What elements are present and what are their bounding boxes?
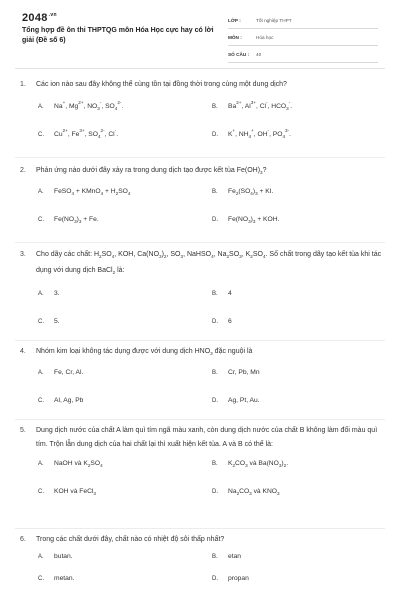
option-a[interactable]: A. Fe, Cr, Al. [38, 369, 84, 376]
option-d[interactable]: D. 6 [212, 318, 232, 325]
option-d[interactable]: D. K+, $NH_4^+$, OH-, $PO_4^{3-}$. [212, 128, 291, 139]
question-text: Trong các chất dưới đây, chất nào có nhiệt độ sôi thấp nhất? [36, 536, 225, 543]
question-number: 4. [20, 348, 26, 355]
question-text: Các ion nào sau đây không thể cùng tồn tại đồng thời trong cùng một dung dịch? [36, 81, 287, 88]
meta-value: 40 [256, 52, 262, 57]
option-c[interactable]: C. KOH và FeCl$_3$ [38, 488, 96, 496]
question-divider [15, 340, 385, 341]
question-5 [20, 424, 385, 514]
question-stem [20, 248, 385, 280]
option-a[interactable]: A. FeSO$_4$ + KMnO$_4$ + $H_2SO_4$ [38, 188, 131, 196]
question-text: Nhóm kim loại không tác dụng được với dung dịch $HNO_3$ đặc nguội là [36, 348, 253, 356]
options [20, 290, 385, 344]
question-3 [20, 248, 385, 344]
site-logo[interactable]: $2048^{.vn}$ [22, 12, 57, 24]
question-2 [20, 164, 385, 242]
options [20, 460, 385, 514]
option-c[interactable]: C. $Fe(NO_3)_3 + Fe$. [38, 216, 99, 224]
option-c[interactable]: C. 5. [38, 318, 60, 325]
question-divider [15, 242, 385, 243]
question-stem [20, 424, 385, 452]
option-d[interactable]: D. $Na_2CO_3$ và $KNO_3$ [212, 488, 280, 496]
meta-row-count [228, 48, 378, 63]
option-b[interactable]: B. $K_2CO_3$ và $Ba(NO_3)_2$. [212, 460, 289, 468]
meta-label: MÔN : [228, 35, 242, 40]
question-1 [20, 78, 385, 154]
option-c[interactable]: C. Al, Ag, Pb [38, 397, 84, 404]
question-text: Cho dãy các chất: $H_2SO_4$, KOH, $Ca(NO_3)_2$, $SO_3$, NaHSO$_4$, $Na_2SO_3$, $K_2SO_4$. Số chất trong dãy tạo kết tủa khi tác dụng với dung dịch BaCl$_2$ là: [36, 251, 382, 275]
question-4 [20, 345, 385, 423]
question-divider [15, 528, 385, 529]
option-d[interactable]: D. $Fe(NO_3)_3$ + KOH. [212, 216, 280, 224]
options [20, 369, 385, 423]
question-text: Phản ứng nào dưới đây xảy ra trong dung dịch tạo được kết tủa $Fe(OH)_3$? [36, 167, 267, 175]
meta-label: SỐ CÂU : [228, 52, 250, 57]
question-number: 5. [20, 427, 26, 434]
exam-meta [228, 14, 378, 65]
question-number: 1. [20, 81, 26, 88]
option-c[interactable]: C. $Cu^{2+}$, $Fe^{3+}$, $SO_4^{2-}$, Cl-. [38, 128, 119, 139]
question-divider [15, 157, 385, 158]
meta-row-grade [228, 14, 378, 29]
option-a[interactable]: A. butan. [38, 553, 73, 560]
meta-label: LỚP : [228, 18, 241, 23]
meta-value: Hóa học [256, 35, 274, 40]
page-header [0, 0, 400, 62]
meta-value: Tốt nghiệp THPT [256, 18, 292, 23]
option-a[interactable]: A. Na+, $Mg^{2+}$, $NO_3^-$, $SO_4^{2-}$. [38, 100, 124, 111]
option-b[interactable]: B. Cr, Pb, Mn [212, 369, 260, 376]
question-stem [20, 164, 385, 180]
header-divider [15, 68, 385, 69]
options [20, 100, 385, 154]
question-text: Dung dịch nước của chất A làm quì tím ngã màu xanh, còn dung dịch nước của chất B không làm đổi màu quì tím. Trộn lẫn dung dịch của hai chất lại thì xuất hiện kết tủa. A và B có thể là: [36, 427, 378, 448]
option-a[interactable]: A. NaOH và $K_2SO_4$ [38, 460, 103, 468]
option-b[interactable]: B. $Fe_2(SO_4)_3$ + KI. [212, 188, 274, 196]
option-c[interactable]: C. metan. [38, 575, 75, 582]
exam-title: Tổng hợp đề ôn thi THPTQG môn Hóa Học cực hay có lời giải (Đề số 6) [22, 27, 214, 44]
meta-row-subject [228, 31, 378, 46]
option-b[interactable]: B. etan [212, 553, 242, 560]
question-number: 2. [20, 167, 26, 174]
option-b[interactable]: B. $Ba^{2+}$, $Al^{3+}$, Cl-, $HCO_3^-$. [212, 100, 293, 111]
option-d[interactable]: D. Ag, Pt, Au. [212, 397, 260, 404]
option-d[interactable]: D. propan [212, 575, 249, 582]
question-stem [20, 345, 385, 361]
option-b[interactable]: B. 4 [212, 290, 232, 297]
option-a[interactable]: A. 3. [38, 290, 60, 297]
question-number: 3. [20, 251, 26, 258]
question-stem [20, 533, 385, 547]
options [20, 188, 385, 242]
options [20, 553, 385, 607]
question-divider [15, 419, 385, 420]
question-number: 6. [20, 536, 26, 543]
question-6 [20, 533, 385, 607]
question-stem [20, 78, 385, 92]
